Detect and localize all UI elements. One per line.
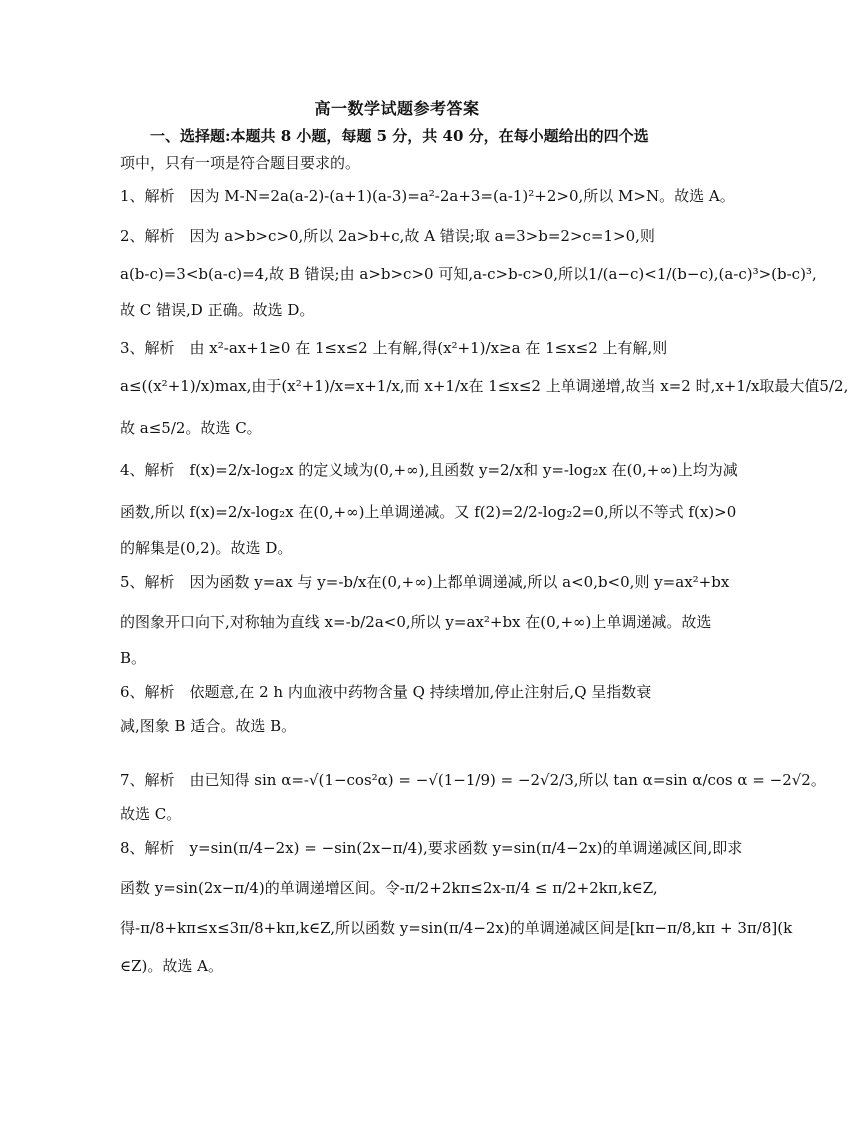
page-title: 高一数学试题参考答案: [314, 99, 480, 118]
answer-line-1: 1、解析 因为 M-N=2a(a-2)-(a+1)(a-3)=a²-2a+3=(a-1)²+2>0,所以 M>N。故选 A。: [120, 187, 735, 205]
answer-line-14: 6、解析 依题意,在 2 h 内血液中药物含量 Q 持续增加,停止注射后,Q 呈指数衰: [120, 683, 652, 701]
answer-line-19: 函数 y=sin(2x−π/4)的单调递增区间。令-π/2+2kπ≤2x-π/4 ≤ π/2+2kπ,k∈Z,: [120, 879, 658, 897]
section-intro-text: 本题共 8 小题，每题 5 分，共 40 分，在每小题给出的四个选: [230, 127, 649, 145]
answer-line-5: 3、解析 由 x²-ax+1≥0 在 1≤x≤2 上有解,得(x²+1)/x≥a 在 1≤x≤2 上有解,则: [120, 339, 668, 357]
answer-line-8: 4、解析 f(x)=2/x-log₂x 的定义域为(0,+∞),且函数 y=2/x和 y=-log₂x 在(0,+∞)上均为减: [120, 461, 738, 479]
answer-line-13: B。: [120, 649, 147, 667]
answer-line-17: 故选 C。: [120, 805, 182, 823]
answer-line-20: 得-π/8+kπ≤x≤3π/8+kπ,k∈Z,所以函数 y=sin(π/4−2x)的单调递减区间是[kπ−π/8,kπ + 3π/8](k: [120, 919, 793, 937]
answer-line-15: 减,图象 B 适合。故选 B。: [120, 717, 297, 735]
section-intro-line: [150, 124, 680, 148]
answer-line-4: 故 C 错误,D 正确。故选 D。: [120, 301, 315, 319]
section-intro-cont: 项中，只有一项是符合题目要求的。: [120, 154, 361, 172]
answer-line-9: 函数,所以 f(x)=2/x-log₂x 在(0,+∞)上单调递减。又 f(2)=2/2-log₂2=0,所以不等式 f(x)>0: [120, 503, 737, 521]
answer-line-21: ∈Z)。故选 A。: [120, 957, 223, 975]
answer-line-12: 的图象开口向下,对称轴为直线 x=-b/2a<0,所以 y=ax²+bx 在(0,+∞)上单调递减。故选: [120, 613, 712, 631]
answer-line-11: 5、解析 因为函数 y=ax 与 y=-b/x在(0,+∞)上都单调递减,所以 a<0,b<0,则 y=ax²+bx: [120, 573, 730, 591]
answer-line-18: 8、解析 y=sin(π/4−2x) = −sin(2x−π/4),要求函数 y=sin(π/4−2x)的单调递减区间,即求: [120, 839, 743, 857]
answer-line-6: a≤((x²+1)/x)max,由于(x²+1)/x=x+1/x,而 x+1/x在 1≤x≤2 上单调递增,故当 x=2 时,x+1/x取最大值5/2,: [120, 377, 848, 395]
answer-line-16: 7、解析 由已知得 sin α=-√(1−cos²α) = −√(1−1/9) = −2√2/3,所以 tan α=sin α/cos α = −2√2。: [120, 771, 826, 789]
answer-line-3: a(b-c)=3<b(a-c)=4,故 B 错误;由 a>b>c>0 可知,a-c>b-c>0,所以1/(a−c)<1/(b−c),(a-c)³>(b-c)³,: [120, 265, 817, 283]
answer-line-10: 的解集是(0,2)。故选 D。: [120, 539, 293, 557]
answer-line-7: 故 a≤5/2。故选 C。: [120, 419, 262, 437]
answer-line-2: 2、解析 因为 a>b>c>0,所以 2a>b+c,故 A 错误;取 a=3>b=2>c=1>0,则: [120, 227, 655, 245]
section-heading: 一、选择题:: [150, 127, 231, 145]
